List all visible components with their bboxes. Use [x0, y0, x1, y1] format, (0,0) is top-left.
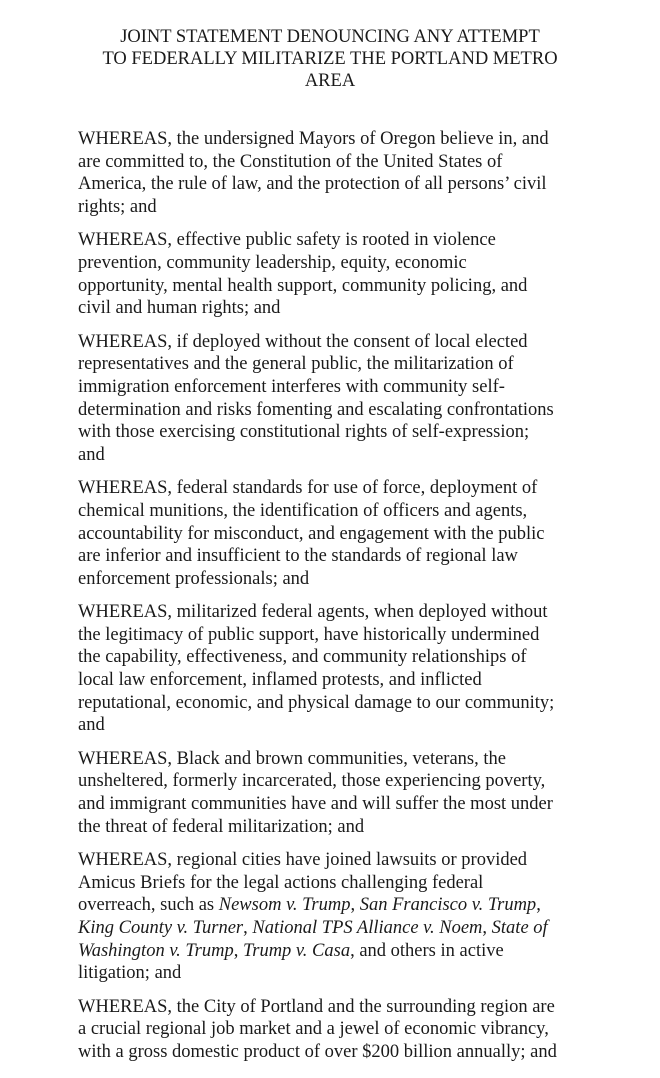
text-line: WHEREAS, militarized federal agents, when deployed without	[78, 602, 548, 623]
title-line: JOINT STATEMENT DENOUNCING ANY ATTEMPT	[120, 27, 540, 47]
whereas-paragraph-1	[78, 128, 638, 218]
text-line: unsheltered, formerly incarcerated, those experiencing poverty,	[78, 771, 546, 792]
text-fragment: , and others in active	[350, 940, 504, 961]
text-line: opportunity, mental health support, community policing, and	[78, 275, 528, 296]
text-line	[78, 894, 638, 917]
text-line: prevention, community leadership, equity, economic	[78, 252, 467, 273]
text-line: and	[78, 715, 105, 736]
whereas-paragraph-7	[78, 849, 638, 985]
text-line: WHEREAS, effective public safety is rooted in violence	[78, 230, 496, 251]
text-line: litigation; and	[78, 963, 182, 984]
text-line: local law enforcement, inflamed protests, and inflicted	[78, 670, 482, 691]
text-fragment: ,	[233, 940, 243, 961]
case-citation: Newsom v. Trump	[218, 895, 351, 916]
text-line: rights; and	[78, 196, 157, 217]
title-line: TO FEDERALLY MILITARIZE THE PORTLAND METRO	[102, 49, 558, 69]
case-citation: San Francisco v. Trump	[359, 895, 537, 916]
case-citation: State of	[491, 918, 548, 938]
case-citation: King County v. Turner	[78, 918, 244, 938]
text-line: enforcement professionals; and	[78, 568, 310, 589]
case-citation: Washington v. Trump	[78, 940, 234, 961]
text-line: civil and human rights; and	[78, 298, 281, 319]
text-line: chemical munitions, the identification of officers and agents,	[78, 500, 528, 521]
text-fragment: overreach, such as	[78, 895, 219, 916]
text-line	[78, 940, 638, 963]
text-line: WHEREAS, Black and brown communities, veterans, the	[78, 748, 506, 769]
title-line: AREA	[304, 71, 356, 91]
document-body	[78, 128, 638, 1075]
text-line: WHEREAS, regional cities have joined lawsuits or provided	[78, 850, 528, 871]
text-fragment: ,	[482, 918, 492, 938]
text-line: representatives and the general public, the militarization of	[78, 354, 514, 375]
whereas-paragraph-2	[78, 229, 638, 319]
whereas-paragraph-6	[78, 748, 638, 838]
text-line: determination and risks fomenting and escalating confrontations	[78, 399, 554, 420]
text-fragment: ,	[243, 918, 253, 938]
text-line: and	[78, 444, 105, 465]
whereas-paragraph-3	[78, 331, 638, 467]
text-fragment: ,	[350, 895, 360, 916]
text-line: the threat of federal militarization; and	[78, 816, 365, 837]
case-citation: National TPS Alliance v. Noem	[252, 918, 483, 938]
text-line: WHEREAS, the undersigned Mayors of Oregon believe in, and	[78, 129, 549, 149]
text-line: reputational, economic, and physical damage to our community;	[78, 692, 555, 713]
text-line: are inferior and insufficient to the standards of regional law	[78, 546, 518, 567]
text-line	[78, 917, 638, 940]
whereas-paragraph-5	[78, 601, 638, 737]
text-line: with those exercising constitutional rights of self-expression;	[78, 422, 530, 443]
text-line: Amicus Briefs for the legal actions challenging federal	[78, 872, 484, 893]
text-line: WHEREAS, if deployed without the consent of local elected	[78, 331, 528, 352]
text-line: with a gross domestic product of over $200 billion annually; and	[78, 1041, 557, 1062]
document-title	[60, 26, 600, 92]
text-line: WHEREAS, the City of Portland and the surrounding region are	[78, 996, 555, 1017]
text-line: immigration enforcement interferes with community self-	[78, 376, 505, 397]
text-line: accountability for misconduct, and engagement with the public	[78, 523, 545, 544]
text-line: and immigrant communities have and will suffer the most under	[78, 794, 553, 815]
text-line: are committed to, the Constitution of the United States of	[78, 151, 503, 172]
whereas-paragraph-8	[78, 996, 638, 1064]
whereas-paragraph-4	[78, 477, 638, 590]
text-fragment: ,	[536, 895, 541, 916]
text-line: WHEREAS, federal standards for use of force, deployment of	[78, 478, 538, 499]
text-line: a crucial regional job market and a jewel of economic vibrancy,	[78, 1019, 549, 1040]
case-citation: Trump v. Casa	[242, 940, 351, 961]
text-line: America, the rule of law, and the protection of all persons’ civil	[78, 174, 547, 195]
text-line: the legitimacy of public support, have historically undermined	[78, 624, 540, 645]
text-line: the capability, effectiveness, and community relationships of	[78, 647, 527, 668]
